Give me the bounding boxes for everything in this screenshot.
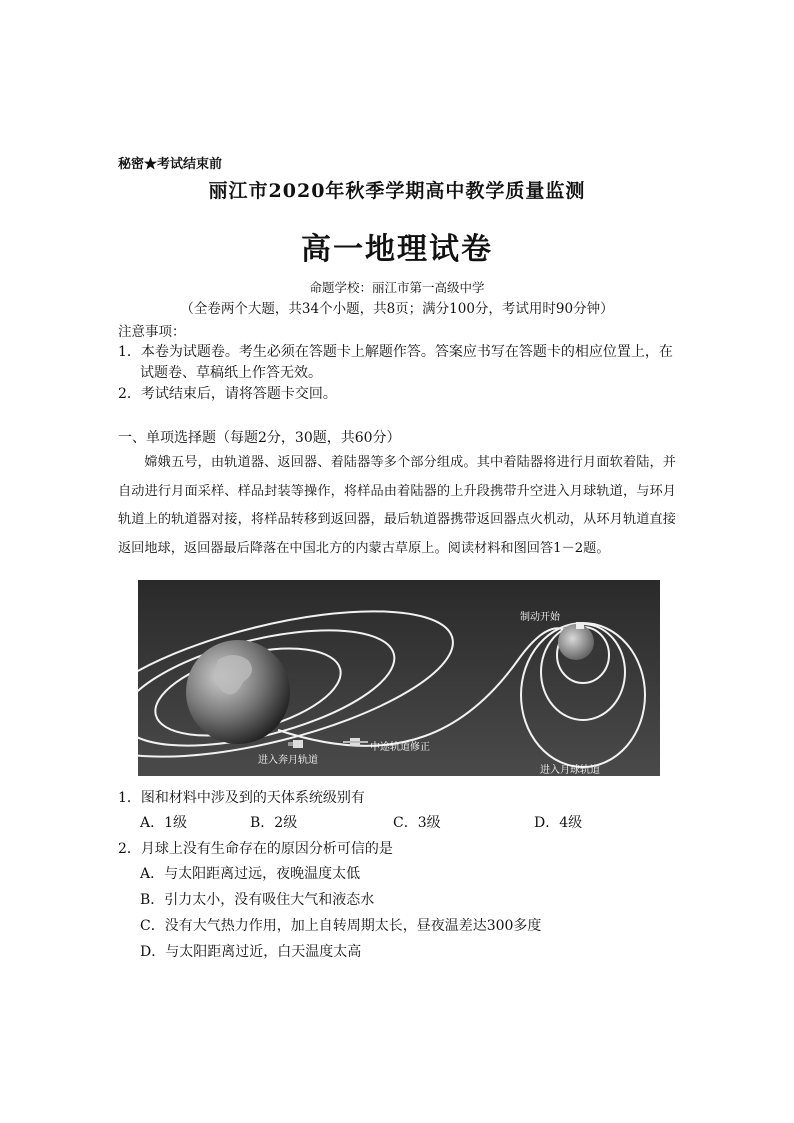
exam-note: （全卷两个大题，共34个小题，共8页；满分100分，考试用时90分钟） bbox=[180, 301, 614, 317]
spacecraft-icon-3 bbox=[576, 622, 584, 629]
q1-option-d: D．4级 bbox=[534, 815, 583, 831]
section-heading: 一、单项选择题（每题2分，30题，共60分） bbox=[118, 430, 401, 446]
q2-option-d: D．与太阳距离过近，白天温度太高 bbox=[140, 944, 362, 960]
school-line: 命题学校：丽江市第一高级中学 bbox=[309, 280, 485, 295]
label-lunar-orbit-insertion: 进入月球轨道 bbox=[540, 765, 600, 776]
q1-option-c: C．3级 bbox=[393, 815, 441, 831]
q2-option-a: A．与太阳距离过远，夜晚温度太低 bbox=[140, 866, 361, 882]
paper-title: 高一地理试卷 bbox=[301, 232, 493, 267]
question-2-stem: 2．月球上没有生命存在的原因分析可信的是 bbox=[118, 841, 393, 857]
q1-option-a: A．1级 bbox=[140, 815, 188, 831]
label-lunar-transfer: 进入奔月轨道 bbox=[258, 755, 318, 766]
question-1-options bbox=[0, 812, 794, 832]
q1-option-b: B．2级 bbox=[250, 815, 298, 831]
question-1-stem: 1．图和材料中涉及到的天体系统级别有 bbox=[118, 790, 365, 806]
confidential-label: 秘密★考试结束前 bbox=[118, 157, 223, 172]
notes-item-2: 2．考试结束后，请将答题卡交回。 bbox=[118, 386, 337, 402]
notes-item-1: 1．本卷为试题卷。考生必须在答题卡上解题作答。答案应书写在答题卡的相应位置上，在 bbox=[118, 344, 673, 360]
reading-passage: 嫦娥五号，由轨道器、返回器、着陆器等多个部分组成。其中着陆器将进行月面软着陆，并自动进行月面采样、样品封装等操作，将样品由着陆器的上升段携带升空进入月球轨道，与环月轨道上的轨道器对接，将样品转移到返回器，最后轨道器携带返回器点火机动，从环月轨道直接返回地球，返回器最后降落在中国北方的内蒙古草原上。阅读材料和图回答1－2题。 bbox=[118, 455, 676, 556]
notes-heading: 注意事项： bbox=[118, 324, 186, 340]
notes-item-1-cont: 试题卷、草稿纸上作答无效。 bbox=[140, 365, 322, 381]
moon bbox=[558, 624, 594, 660]
q2-option-c: C．没有大气热力作用，加上自转周期太长，昼夜温差达300多度 bbox=[140, 918, 542, 934]
lunar-orbit-figure bbox=[138, 580, 660, 776]
q2-option-b: B．引力太小，没有吸住大气和液态水 bbox=[140, 892, 375, 908]
label-brake-start: 制动开始 bbox=[520, 612, 560, 623]
label-midcourse-correction: 中途轨道修正 bbox=[370, 742, 430, 753]
exam-title: 丽江市2020年秋季学期高中教学质量监测 bbox=[208, 180, 586, 202]
